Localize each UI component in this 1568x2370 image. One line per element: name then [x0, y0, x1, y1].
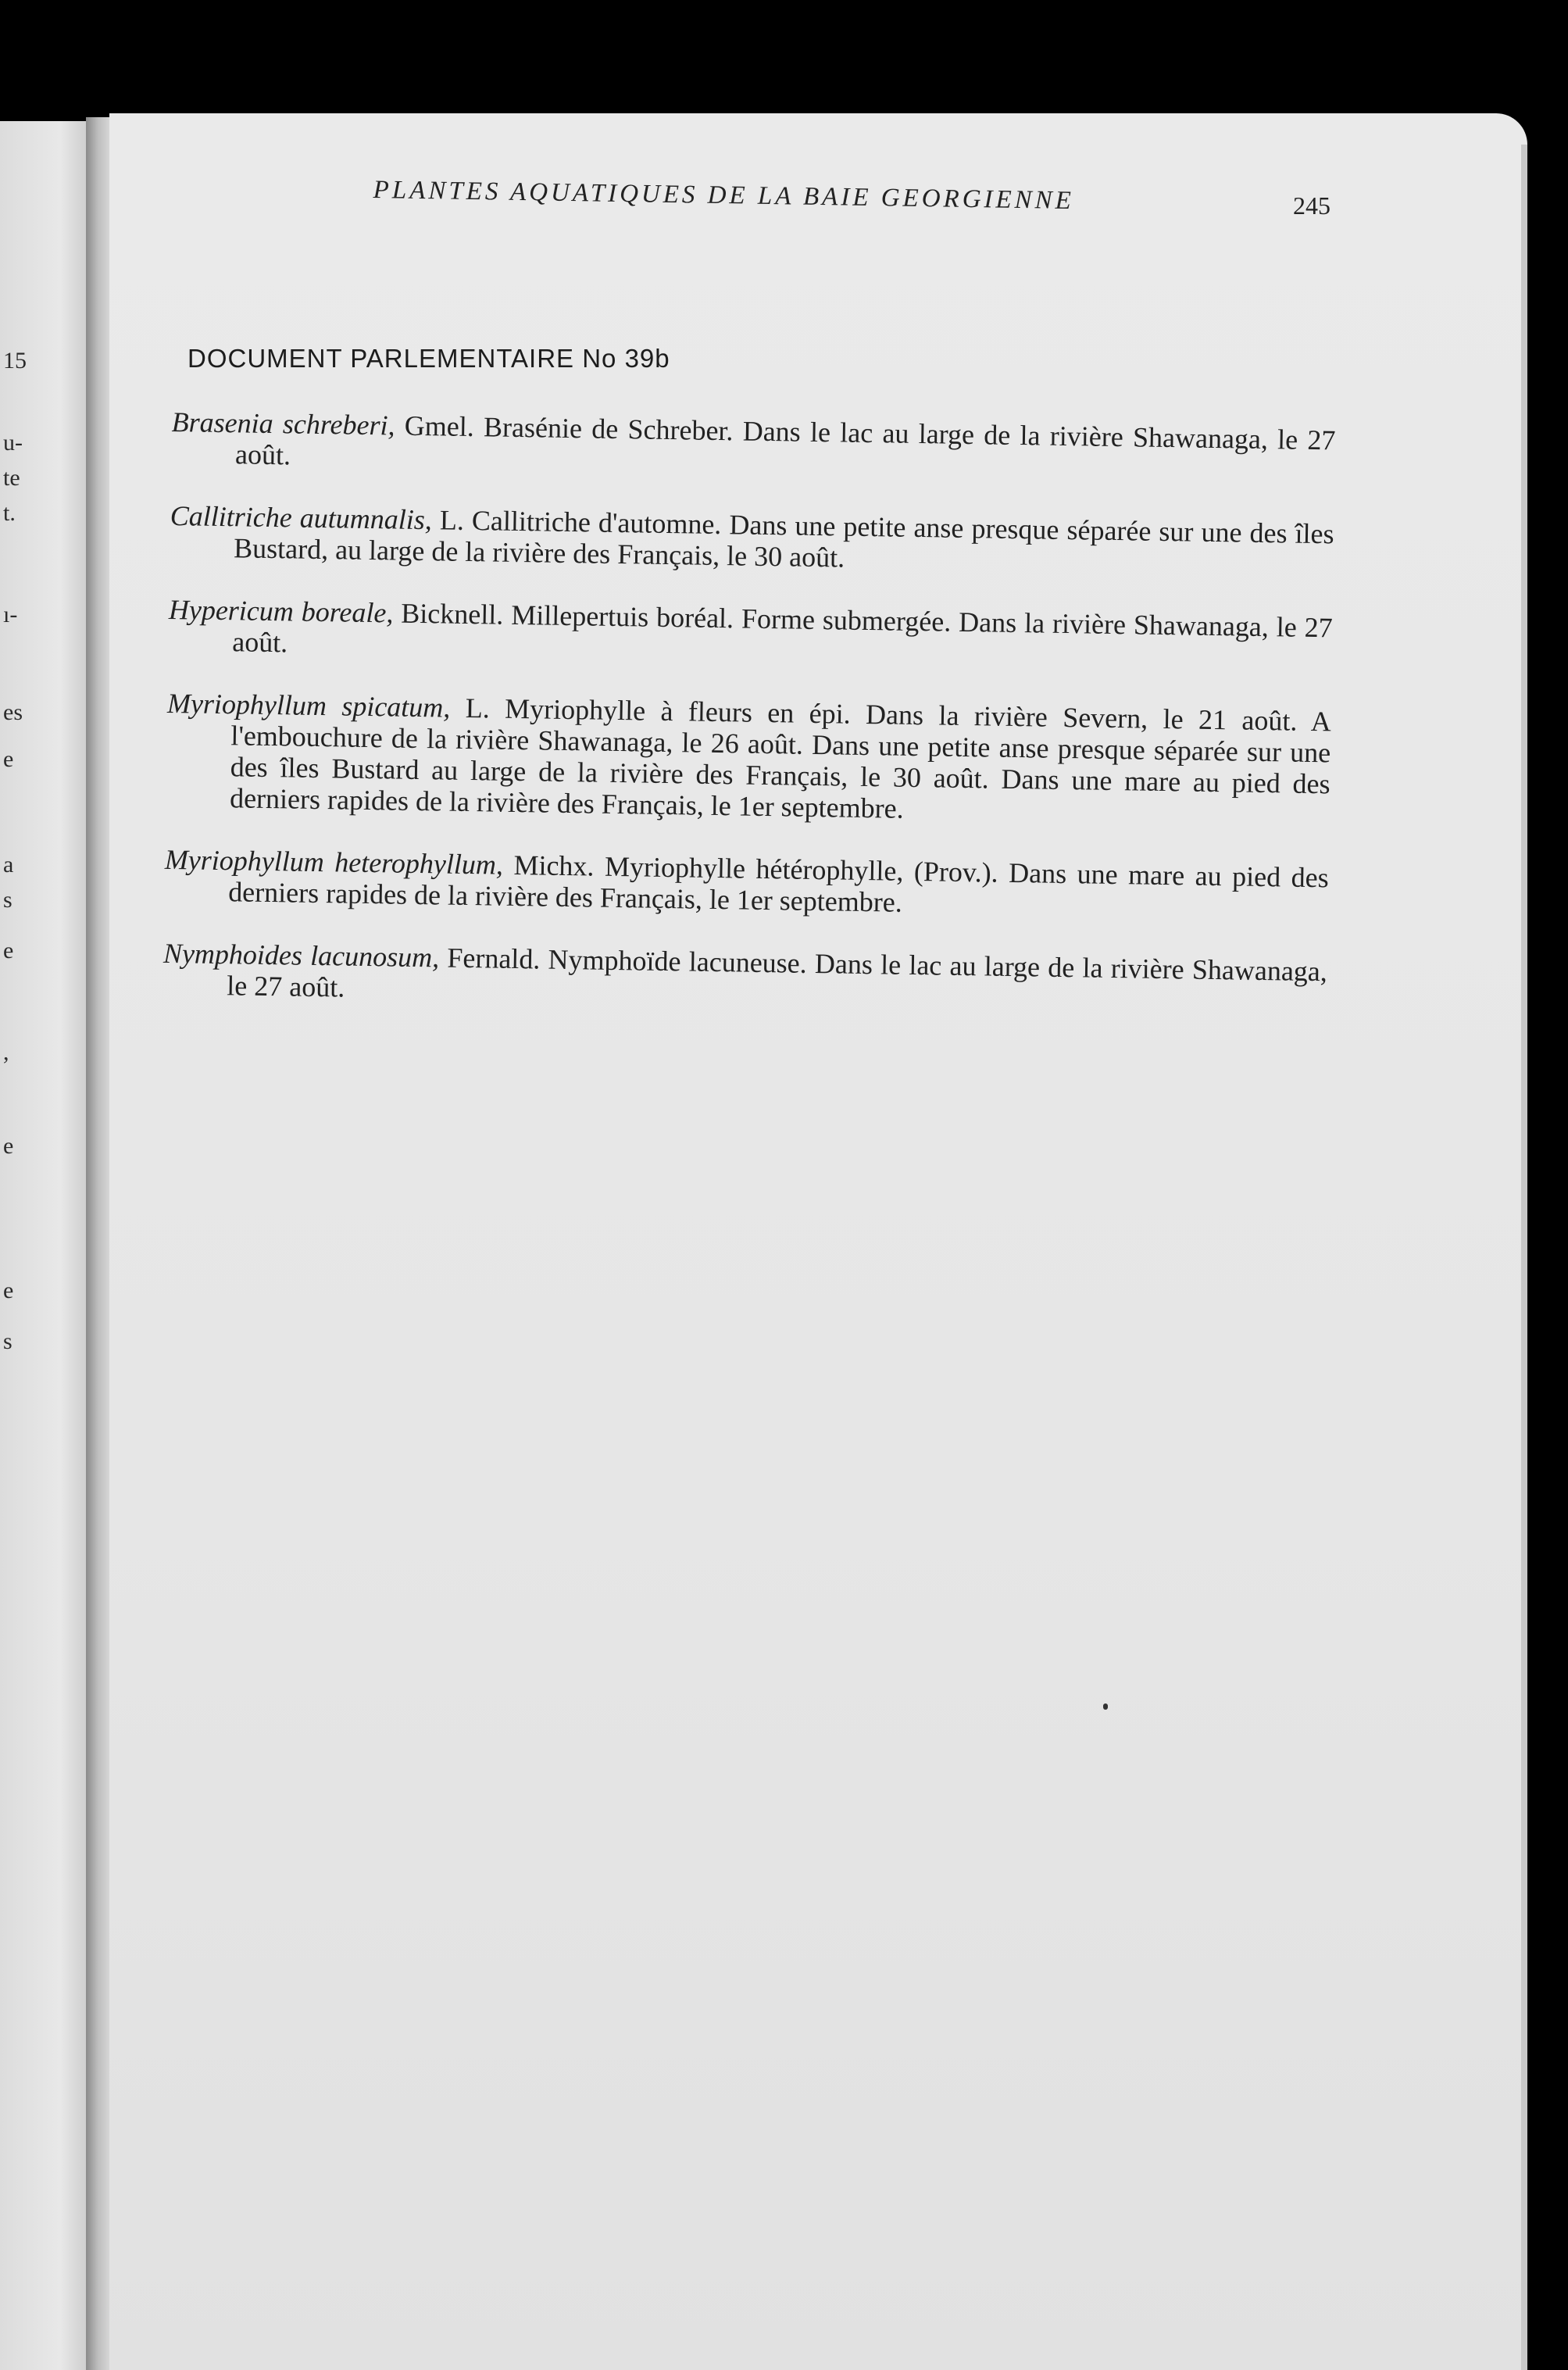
species-entry [168, 594, 1333, 674]
page-number: 245 [1293, 191, 1330, 220]
species-name: Myriophyllum heterophyllum, [164, 843, 504, 881]
species-description: L. Myriophylle à fleurs en épi. Dans la rivière Severn, le 21 août. A l'embouchure de la rivière Shawanaga, le 26 août. Dans une petite anse presque séparée sur une des îles Bustard au large de la rivière des Français, le 30 août. Dans une mare au pied des derniers rapides de la rivière des Français, le 1er septembre. [229, 692, 1332, 824]
species-entry [163, 938, 1327, 1018]
facing-page-fragment: s [3, 1328, 13, 1354]
running-title: PLANTES AQUATIQUES DE LA BAIE GEORGIENNE [373, 176, 1075, 216]
facing-page-fragment: , [3, 1039, 9, 1065]
facing-page-fragment: e [3, 1133, 14, 1159]
species-entry [166, 688, 1331, 831]
facing-page-fragment: u- [3, 430, 23, 456]
facing-page-fragment: 15 [3, 348, 27, 374]
facing-page-fragment: ı- [3, 602, 18, 627]
facing-page-edge [0, 121, 86, 2370]
species-name: Nymphoides lacunosum, [163, 937, 440, 974]
species-name: Myriophyllum spicatum, [166, 687, 451, 724]
facing-page-fragment: s [3, 887, 13, 913]
species-entry [170, 500, 1334, 581]
species-entry [164, 844, 1329, 924]
facing-page-fragment: te [3, 465, 20, 491]
document-label: DOCUMENT PARLEMENTAIRE No 39b [188, 344, 670, 373]
paper-speck [1103, 1703, 1108, 1710]
facing-page-fragment: t. [3, 500, 16, 526]
facing-page-fragment: e [3, 1278, 14, 1303]
facing-page-fragment: e [3, 746, 14, 772]
species-description: Gmel. Brasénie de Schreber. Dans le lac au large de la rivière Shawanaga, le 27 août. [234, 409, 1336, 471]
species-description: Bicknell. Millepertuis boréal. Forme submergée. Dans la rivière Shawanaga, le 27 août. [231, 597, 1334, 659]
species-description: Michx. Myriophylle hétérophylle, (Prov.). Dans une mare au pied des derniers rapides de la rivière des Français, le 1er septembre. [227, 849, 1330, 918]
page-edge [1521, 145, 1527, 2370]
facing-page-fragment: a [3, 852, 14, 878]
species-description: Fernald. Nymphoïde lacuneuse. Dans le lac au large de la rivière Shawanaga, le 27 août. [227, 942, 1328, 1003]
species-name: Brasenia schreberi, [171, 406, 395, 441]
facing-page-fragment: es [3, 699, 23, 725]
facing-page-fragment: e [3, 938, 14, 963]
species-description: L. Callitriche d'automne. Dans une petite anse presque séparée sur une des îles Bustard, au large de la rivière des Français, le 30 août. [233, 504, 1334, 574]
species-name: Hypericum boreale, [168, 593, 394, 629]
species-name: Callitriche autumnalis, [170, 499, 433, 536]
species-list [162, 406, 1335, 1049]
